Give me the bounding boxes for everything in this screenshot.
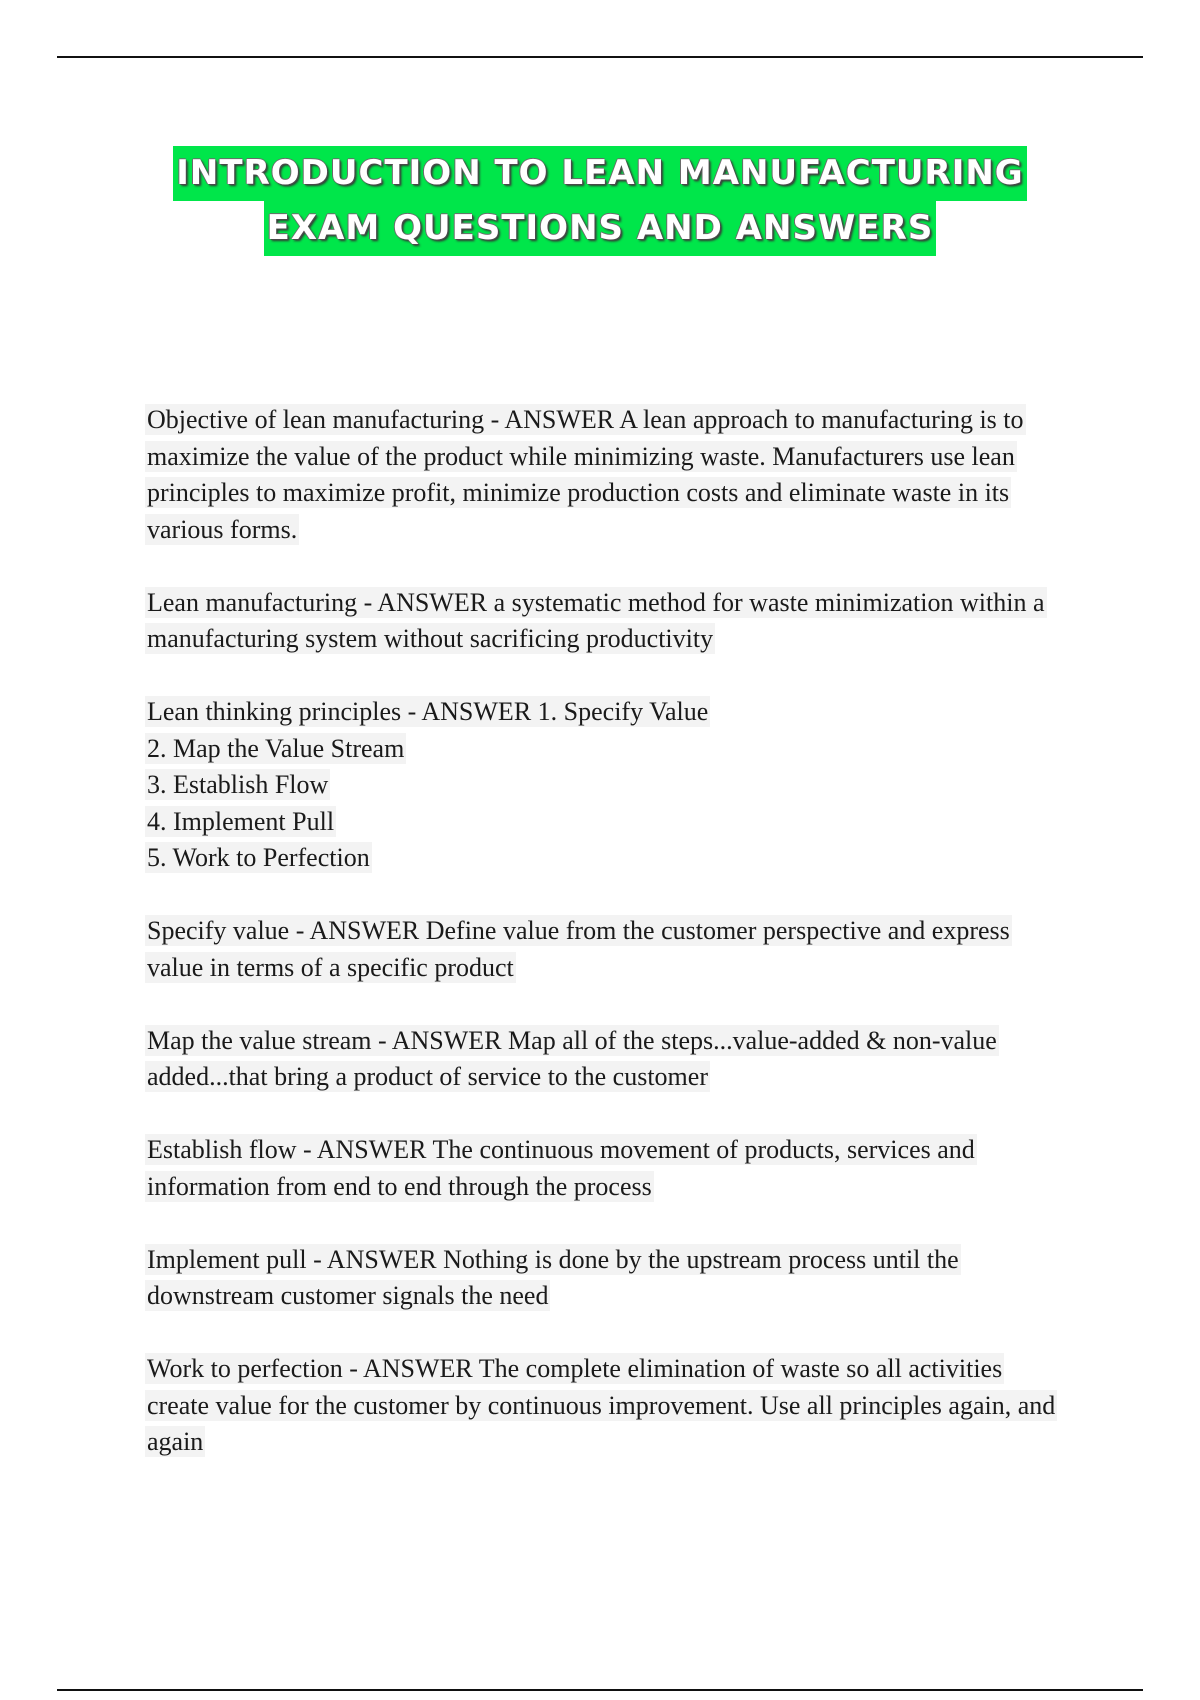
title-line-2: EXAM QUESTIONS AND ANSWERS — [264, 201, 937, 256]
list-item: 2. Map the Value Stream — [147, 733, 405, 763]
qa-entry — [145, 1351, 1065, 1461]
qa-text: Establish flow - ANSWER The continuous movement of products, services and information from end to end through the process — [147, 1135, 975, 1201]
title-line-1: INTRODUCTION TO LEAN MANUFACTURING — [173, 146, 1026, 201]
principles-list — [145, 731, 1065, 877]
qa-text: Map the value stream - ANSWER Map all of the steps...value-added & non-value added...that bring a product of service to the customer — [147, 1025, 997, 1091]
qa-text: Lean manufacturing - ANSWER a systematic method for waste minimization within a manufacturing system without sacrificing productivity — [147, 587, 1045, 653]
qa-text: Work to perfection - ANSWER The complete elimination of waste so all activities create value for the customer by continuous improvement. Use all principles again, and again — [147, 1354, 1056, 1456]
document-title — [0, 146, 1200, 256]
qa-entry — [145, 694, 1065, 877]
list-item: 5. Work to Perfection — [147, 843, 370, 872]
top-rule — [57, 56, 1143, 58]
qa-entry — [145, 402, 1065, 548]
qa-entry — [145, 1242, 1065, 1315]
qa-entry — [145, 585, 1065, 658]
list-item: 3. Establish Flow — [147, 770, 329, 799]
qa-entry — [145, 1023, 1065, 1096]
qa-entry — [145, 1132, 1065, 1205]
qa-text: Objective of lean manufacturing - ANSWER A lean approach to manufacturing is to maximize the value of the product while minimizing waste. Manufacturers use lean principles to maximize profit, minimize production costs and eliminate waste in its various forms. — [147, 405, 1024, 544]
list-item: 4. Implement Pull — [147, 806, 335, 836]
qa-content — [145, 402, 1065, 1497]
qa-entry — [145, 913, 1065, 986]
qa-text: Implement pull - ANSWER Nothing is done by the upstream process until the downstream customer signals the need — [147, 1244, 959, 1310]
qa-text: Lean thinking principles - ANSWER 1. Specify Value — [147, 697, 709, 726]
qa-text: Specify value - ANSWER Define value from the customer perspective and express value in terms of a specific product — [147, 916, 1010, 982]
bottom-rule — [57, 1689, 1143, 1691]
